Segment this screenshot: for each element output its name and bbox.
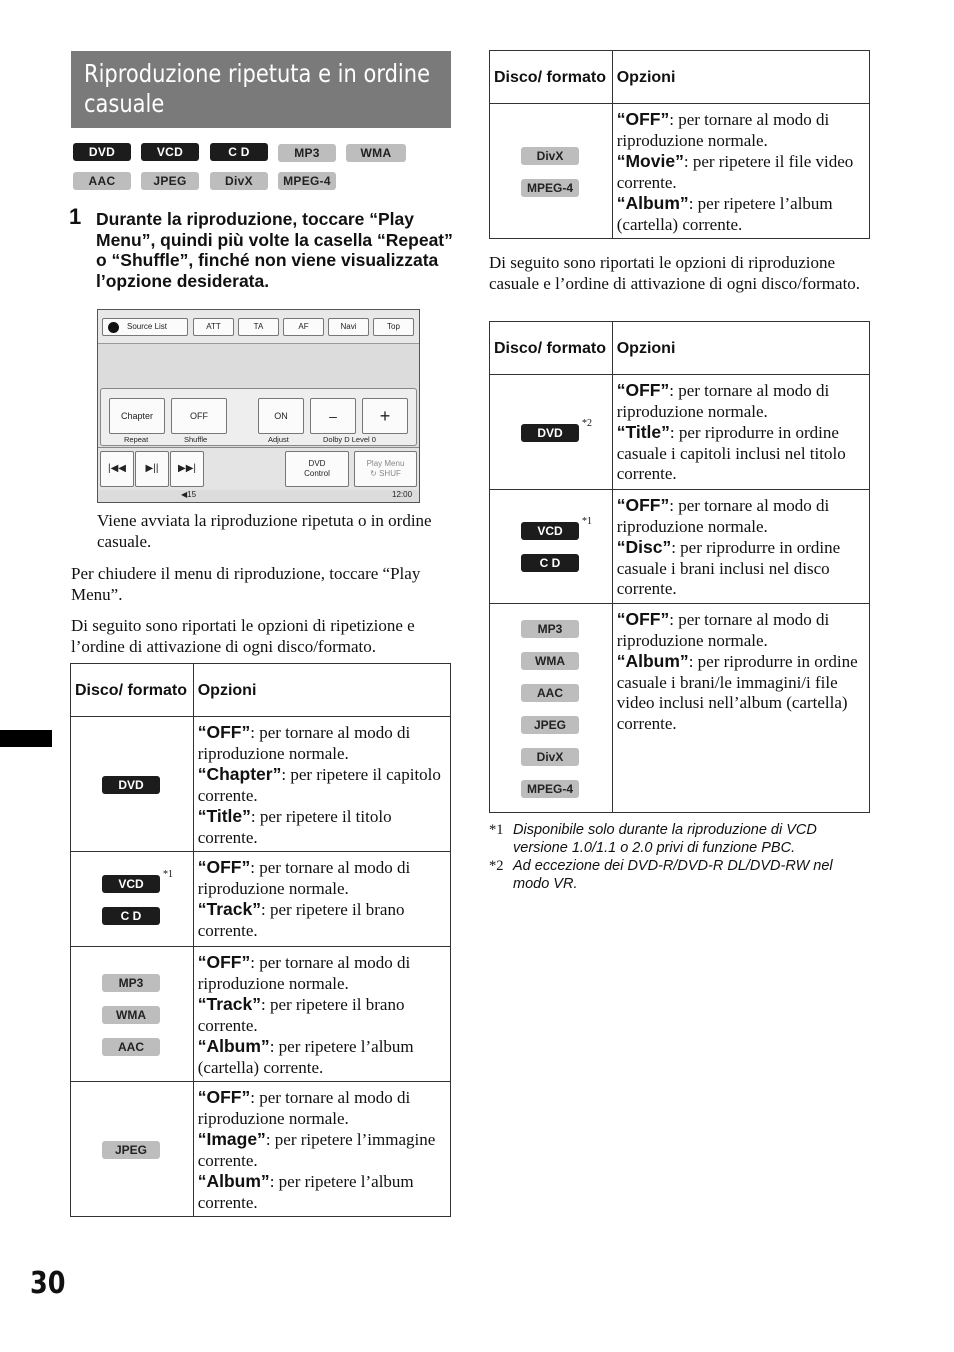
footnote-2-mark: *2 xyxy=(489,858,504,874)
table-header-format: Disco/ formato xyxy=(490,322,613,375)
option-description: : per tornare al modo di riproduzione normale. xyxy=(197,723,411,763)
repeat-chapter-button[interactable]: Chapter xyxy=(109,398,165,434)
option-description: : per tornare al modo di riproduzione normale. xyxy=(197,953,411,993)
option-key: “Album” xyxy=(197,1036,270,1056)
option-entry xyxy=(198,857,446,899)
dolby-on-button[interactable]: ON xyxy=(258,398,304,434)
option-description: : per ripetere l’album corrente. xyxy=(197,1172,414,1212)
option-entry xyxy=(617,422,865,485)
option-key: “Track” xyxy=(197,899,261,919)
options-cell xyxy=(612,375,869,490)
format-badge: JPEG xyxy=(102,1141,160,1159)
footnote-2-text: Ad eccezione dei DVD-R/DVD-R DL/DVD-RW nel modo VR. xyxy=(513,858,833,892)
option-entry xyxy=(198,952,446,994)
option-entry xyxy=(617,151,865,193)
format-cell xyxy=(490,490,613,604)
option-entry xyxy=(617,193,865,235)
option-description: : per ripetere il file video corrente. xyxy=(616,152,854,192)
option-entry xyxy=(617,537,865,600)
table-header-format: Disco/ formato xyxy=(71,664,194,717)
device-screen-illustration xyxy=(97,309,420,503)
step-instruction: Durante la riproduzione, toccare “Play Menu”, quindi più volte la casella “Repeat” o “Shuffle”, finché non viene visualizzata l’opzione desiderata. xyxy=(96,209,453,291)
footnote-1-mark: *1 xyxy=(489,822,504,838)
format-badge: AAC xyxy=(102,1038,160,1056)
option-key: “Title” xyxy=(197,806,251,826)
footnote-2 xyxy=(489,857,869,893)
option-entry xyxy=(198,722,446,764)
result-text: Viene avviata la riproduzione ripetuta o in ordine casuale. xyxy=(97,511,432,551)
option-description: : per ripetere l’album (cartella) corrente. xyxy=(616,194,833,234)
format-badge: VCD xyxy=(521,522,579,540)
table-header-format: Disco/ formato xyxy=(490,51,613,104)
table-row xyxy=(71,947,451,1082)
option-key: “Title” xyxy=(616,422,670,442)
format-cell xyxy=(71,717,194,852)
table-row xyxy=(490,104,870,239)
source-icon xyxy=(108,322,119,333)
option-description: : per ripetere il brano corrente. xyxy=(197,995,405,1035)
options-cell xyxy=(612,104,869,239)
option-key: “OFF” xyxy=(616,109,670,129)
option-key: “OFF” xyxy=(197,1087,251,1107)
dvd-control-button[interactable] xyxy=(285,451,349,487)
play-menu-line1: Play Menu xyxy=(366,459,405,468)
navi-button[interactable]: Navi xyxy=(328,318,369,336)
option-entry xyxy=(198,1087,446,1129)
table-row xyxy=(490,490,870,604)
transport-bar xyxy=(98,447,419,490)
option-key: “OFF” xyxy=(197,952,251,972)
badge-aac: AAC xyxy=(73,172,131,190)
option-entry xyxy=(198,994,446,1036)
format-badge: DivX xyxy=(521,147,579,165)
options-cell xyxy=(612,490,869,604)
option-entry xyxy=(198,1129,446,1171)
adjust-label: Adjust xyxy=(268,435,289,444)
option-key: “OFF” xyxy=(616,609,670,629)
option-key: “OFF” xyxy=(197,857,251,877)
table-row xyxy=(71,1082,451,1217)
options-cell xyxy=(193,947,450,1082)
option-entry xyxy=(198,899,446,941)
table-row xyxy=(490,604,870,813)
footnote-marker: *1 xyxy=(163,868,173,880)
options-cell xyxy=(193,852,450,947)
shuffle-options-table xyxy=(489,321,870,813)
option-entry xyxy=(198,806,446,848)
badge-divx: DivX xyxy=(210,172,268,190)
table-row xyxy=(71,717,451,852)
format-cell xyxy=(490,375,613,490)
repeat-intro-text: Di seguito sono riportati le opzioni di ripetizione e l’ordine di attivazione di ogni disco/formato. xyxy=(71,616,415,656)
close-menu-text: Per chiudere il menu di riproduzione, toccare “Play Menu”. xyxy=(71,564,421,604)
option-entry xyxy=(617,651,865,734)
format-cell xyxy=(71,947,194,1082)
option-description: : per tornare al modo di riproduzione normale. xyxy=(616,496,830,536)
att-button[interactable]: ATT xyxy=(193,318,234,336)
option-description: : per ripetere l’album (cartella) corrente. xyxy=(197,1037,414,1077)
page-number: 30 xyxy=(30,1266,66,1301)
option-entry xyxy=(198,1171,446,1213)
ta-button[interactable]: TA xyxy=(238,318,279,336)
format-badge: MP3 xyxy=(102,974,160,992)
clock: 12:00 xyxy=(392,490,413,499)
format-badge: C D xyxy=(102,907,160,925)
option-description: : per tornare al modo di riproduzione normale. xyxy=(616,110,830,150)
option-description: : per ripetere il titolo corrente. xyxy=(197,807,392,847)
format-badge: MP3 xyxy=(521,620,579,638)
option-key: “Track” xyxy=(197,994,261,1014)
step-number: 1 xyxy=(69,204,82,229)
table-row xyxy=(71,852,451,947)
volume-value: 15 xyxy=(187,490,197,499)
volume-icon: ◀ xyxy=(181,490,188,499)
top-button[interactable]: Top xyxy=(373,318,414,336)
format-badge: WMA xyxy=(521,652,579,670)
format-badge: JPEG xyxy=(521,716,579,734)
repeat-options-table-continued xyxy=(489,50,870,239)
format-badge: DVD xyxy=(102,776,160,794)
footnote-marker: *1 xyxy=(582,516,592,527)
chapter-side-tab xyxy=(0,730,52,747)
badge-cd: C D xyxy=(210,143,268,161)
options-cell xyxy=(193,1082,450,1217)
badge-dvd: DVD xyxy=(73,143,131,161)
option-key: “Disc” xyxy=(616,537,672,557)
badge-jpeg: JPEG xyxy=(141,172,199,190)
badge-wma: WMA xyxy=(346,144,406,162)
format-badge: DivX xyxy=(521,748,579,766)
option-description: : per ripetere il brano corrente. xyxy=(197,900,405,940)
table-row xyxy=(490,375,870,490)
options-cell xyxy=(612,604,869,813)
previous-icon[interactable]: |◀◀ xyxy=(100,451,134,487)
option-description: : per ripetere l’immagine corrente. xyxy=(197,1130,436,1170)
footnote-1-text: Disponibile solo durante la riproduzione di VCD versione 1.0/1.1 o 2.0 privi di funzione PBC. xyxy=(513,822,817,856)
table-header-options: Opzioni xyxy=(612,322,869,375)
volume-indicator xyxy=(181,490,196,499)
format-cell xyxy=(71,852,194,947)
option-description: : per tornare al modo di riproduzione normale. xyxy=(616,610,830,650)
option-description: : per riprodurre in ordine casuale i brani/le immagini/i file video inclusi nell’album (cartella) corrente. xyxy=(616,652,858,733)
shuffle-off-button[interactable]: OFF xyxy=(171,398,227,434)
section-title-box xyxy=(71,51,451,128)
footnote-1 xyxy=(489,821,869,857)
option-entry xyxy=(617,609,865,651)
format-badge: MPEG-4 xyxy=(521,780,579,798)
option-key: “Album” xyxy=(616,651,689,671)
source-list-button[interactable] xyxy=(102,318,188,336)
option-key: “Chapter” xyxy=(197,764,282,784)
option-description: : per tornare al modo di riproduzione normale. xyxy=(197,858,411,898)
option-key: “Movie” xyxy=(616,151,684,171)
format-badge: MPEG-4 xyxy=(521,179,579,197)
option-description: : per tornare al modo di riproduzione normale. xyxy=(197,1088,411,1128)
option-description: : per riprodurre in ordine casuale i capitoli inclusi nel titolo corrente. xyxy=(616,423,846,483)
badge-mp3: MP3 xyxy=(278,144,336,162)
badge-vcd: VCD xyxy=(141,143,199,161)
format-badge: DVD xyxy=(521,424,579,442)
format-cell xyxy=(71,1082,194,1217)
shuffle-label: Shuffle xyxy=(184,435,208,444)
option-description: : per riprodurre in ordine casuale i brani inclusi nel disco corrente. xyxy=(616,538,841,598)
table-header-options: Opzioni xyxy=(193,664,450,717)
option-description: : per ripetere il capitolo corrente. xyxy=(197,765,441,805)
option-key: “Album” xyxy=(616,193,689,213)
play-menu-panel xyxy=(100,388,417,446)
dvd-control-line2: Control xyxy=(304,469,330,478)
option-key: “Album” xyxy=(197,1171,270,1191)
option-entry xyxy=(617,380,865,422)
next-icon[interactable]: ▶▶| xyxy=(170,451,204,487)
badge-mpeg4: MPEG-4 xyxy=(278,172,336,190)
option-entry xyxy=(617,109,865,151)
dolby-level-label: Dolby D Level 0 xyxy=(323,435,376,444)
dolby-minus-button[interactable]: – xyxy=(310,398,356,434)
play-menu-line2 xyxy=(355,469,416,479)
play-pause-icon[interactable]: ▶|| xyxy=(135,451,169,487)
screen-top-bar xyxy=(98,310,419,344)
play-menu-shuf: SHUF xyxy=(379,469,401,478)
af-button[interactable]: AF xyxy=(283,318,324,336)
footnote-marker: *2 xyxy=(582,417,592,429)
format-badge: C D xyxy=(521,554,579,572)
format-cell xyxy=(490,604,613,813)
option-key: “OFF” xyxy=(197,722,251,742)
format-badge: WMA xyxy=(102,1006,160,1024)
option-description: : per tornare al modo di riproduzione normale. xyxy=(616,381,830,421)
option-entry xyxy=(198,1036,446,1078)
options-cell xyxy=(193,717,450,852)
dolby-plus-button[interactable]: + xyxy=(362,398,408,434)
option-entry xyxy=(198,764,446,806)
format-badge: VCD xyxy=(102,875,160,893)
option-key: “OFF” xyxy=(616,380,670,400)
source-list-label: Source List xyxy=(127,322,168,331)
repeat-label: Repeat xyxy=(124,435,149,444)
dvd-control-line1: DVD xyxy=(308,459,326,468)
shuffle-intro-text: Di seguito sono riportati le opzioni di riproduzione casuale e l’ordine di attivazione di ogni disco/formato. xyxy=(489,253,861,293)
table-header-options: Opzioni xyxy=(612,51,869,104)
section-title: Riproduzione ripetuta e in ordine casuale xyxy=(84,59,430,118)
repeat-options-table xyxy=(70,663,451,1217)
option-entry xyxy=(617,495,865,537)
option-key: “Image” xyxy=(197,1129,266,1149)
format-badge: AAC xyxy=(521,684,579,702)
play-menu-button[interactable] xyxy=(354,451,417,487)
format-cell xyxy=(490,104,613,239)
shuffle-icon: ↻ xyxy=(370,469,380,478)
option-key: “OFF” xyxy=(616,495,670,515)
